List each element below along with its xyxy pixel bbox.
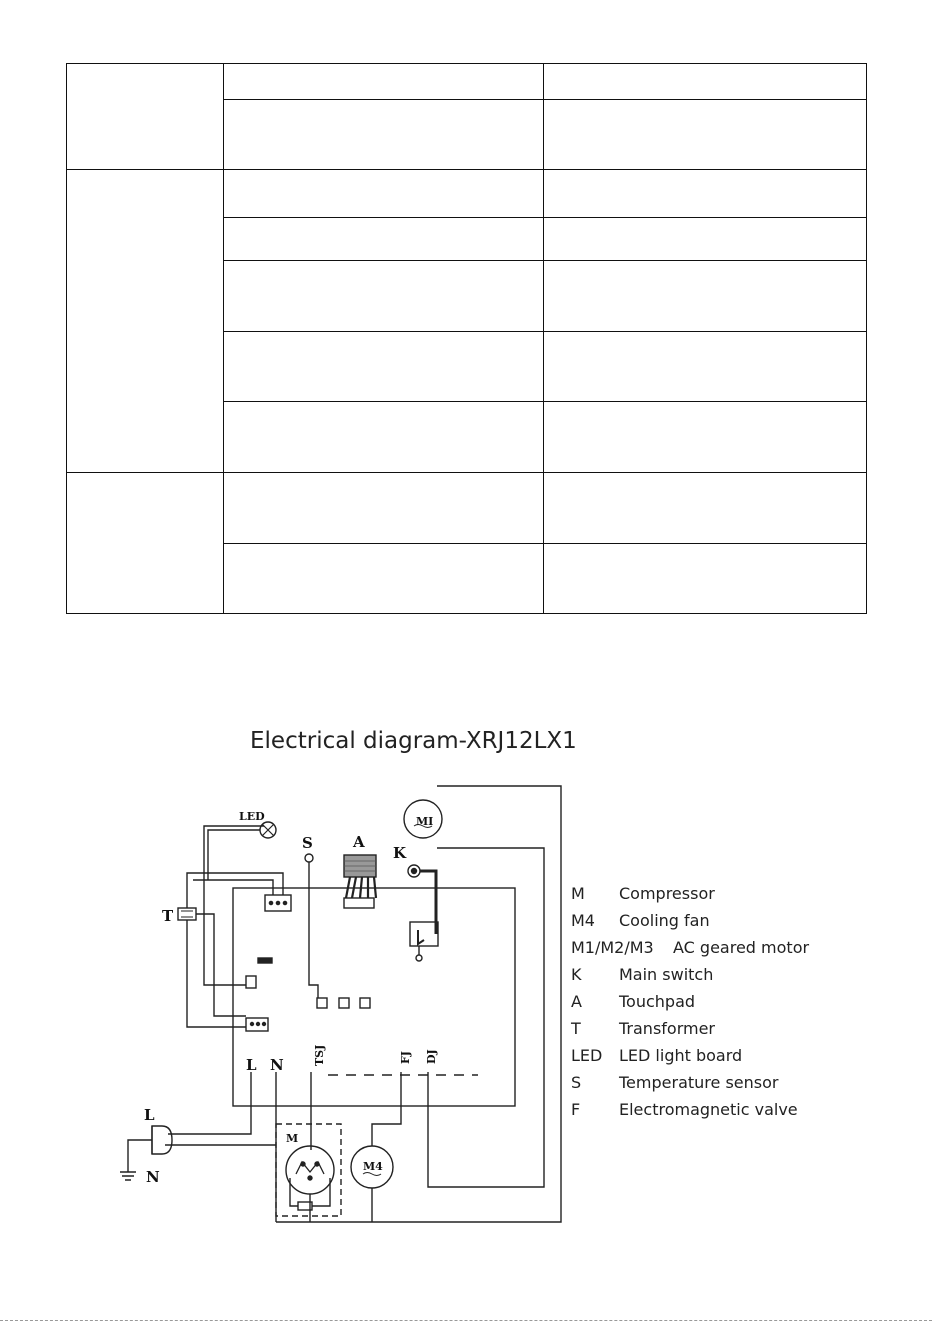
legend-desc: Main switch [619, 965, 714, 984]
label-plug-l: L [144, 1106, 155, 1124]
legend-desc: AC geared motor [673, 938, 810, 957]
legend-desc: Transformer [619, 1019, 716, 1038]
legend [571, 884, 809, 1127]
label-led: LED [239, 810, 265, 823]
label-m1: MI [416, 815, 434, 828]
legend-row [571, 965, 809, 992]
legend-row [571, 938, 809, 965]
legend-row [571, 911, 809, 938]
legend-code: M1/M2/M3 [571, 938, 654, 957]
label-plug-n: N [146, 1168, 160, 1186]
board-component [246, 976, 256, 988]
legend-desc: Touchpad [619, 992, 696, 1011]
diagram-title: Electrical diagram-XRJ12LX1 [250, 728, 577, 754]
wire-frame [276, 786, 561, 1222]
legend-desc: Cooling fan [619, 911, 710, 930]
board-component [360, 998, 370, 1008]
wire-t-top [187, 873, 283, 908]
transformer [178, 908, 196, 920]
legend-code: T [571, 1019, 581, 1038]
label-m4: M4 [363, 1160, 383, 1173]
legend-code: M [571, 884, 585, 903]
label-l: L [246, 1056, 257, 1074]
power-plug [152, 1126, 172, 1154]
wire-led-2 [204, 826, 264, 985]
wire-t-bottom [187, 920, 246, 1027]
label-dj: DJ [425, 1049, 438, 1064]
label-m: M [286, 1132, 299, 1145]
legend-desc: LED light board [619, 1046, 743, 1065]
legend-code: M4 [571, 911, 595, 930]
legend-row [571, 1100, 809, 1127]
label-tsj: TSJ [313, 1044, 326, 1066]
board-component [258, 958, 272, 963]
legend-code: K [571, 965, 582, 984]
board-component [339, 998, 349, 1008]
legend-row [571, 1073, 809, 1100]
label-s: S [302, 834, 313, 852]
wire-dj [428, 848, 544, 1187]
legend-row [571, 1046, 809, 1073]
touchpad-connector [344, 898, 374, 908]
label-k: K [393, 844, 407, 862]
legend-desc: Temperature sensor [619, 1073, 779, 1092]
legend-row [571, 1019, 809, 1046]
legend-row [571, 992, 809, 1019]
ground-icon [120, 1172, 136, 1180]
legend-code: A [571, 992, 582, 1011]
compressor-m [286, 1146, 334, 1194]
page-edge-rule [0, 1320, 932, 1321]
board-component [317, 998, 327, 1008]
legend-desc: Compressor [619, 884, 715, 903]
legend-code: F [571, 1100, 581, 1119]
legend-desc: Electromagnetic valve [619, 1100, 798, 1119]
legend-row [571, 884, 809, 911]
label-t: T [162, 907, 174, 925]
wire-l [168, 1072, 251, 1134]
legend-code: S [571, 1073, 582, 1092]
label-a: A [353, 833, 365, 851]
wire-sensor [309, 862, 318, 998]
sensor-s [305, 854, 313, 862]
label-n: N [270, 1056, 284, 1074]
legend-code: LED [571, 1046, 603, 1065]
switch-box [410, 922, 438, 946]
wire-fj [372, 1072, 401, 1146]
label-fj: FJ [399, 1050, 412, 1064]
